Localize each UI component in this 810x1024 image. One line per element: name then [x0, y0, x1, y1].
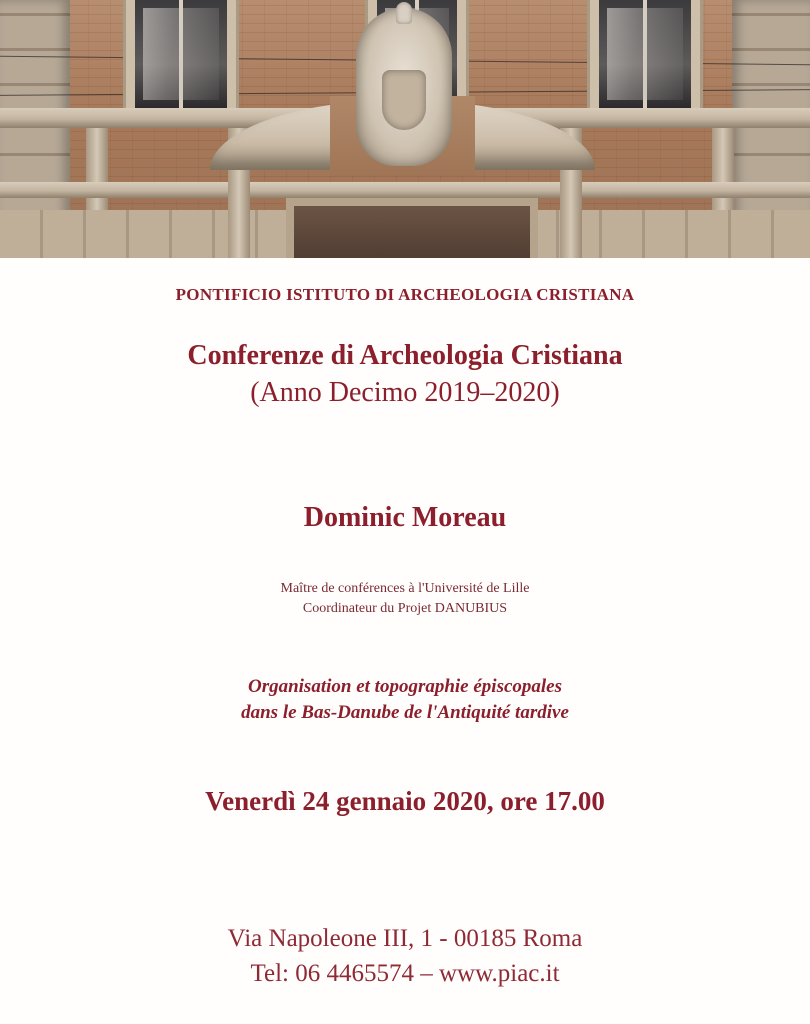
speaker-affiliation: Maître de conférences à l'Université de Lille [280, 581, 530, 596]
talk-title-line-2: dans le Bas-Danube de l'Antiquité tardive [241, 702, 569, 723]
talk-title-line-1: Organisation et topographie épiscopales [247, 676, 563, 697]
cornice [0, 182, 810, 198]
building-facade-photo [0, 0, 810, 258]
series-title: Conferenze di Archeologia Cristiana [187, 340, 623, 371]
window [126, 0, 236, 117]
window [590, 0, 700, 117]
doorway [286, 198, 538, 258]
website-link[interactable]: www.piac.it [438, 960, 560, 987]
institute-name: PONTIFICIO ISTITUTO DI ARCHEOLOGIA CRISTIANA [175, 285, 635, 304]
event-date-time: Venerdì 24 gennaio 2020, ore 17.00 [205, 786, 605, 816]
contact-line [0, 960, 810, 988]
coat-of-arms-crest [356, 8, 452, 166]
telephone: Tel: 06 4465574 – [250, 960, 439, 987]
speaker-role: Coordinateur du Projet DANUBIUS [302, 601, 508, 616]
venue-address: Via Napoleone III, 1 - 00185 Roma [227, 925, 583, 952]
series-year: (Anno Decimo 2019–2020) [250, 377, 560, 408]
speaker-name: Dominic Moreau [303, 502, 507, 533]
